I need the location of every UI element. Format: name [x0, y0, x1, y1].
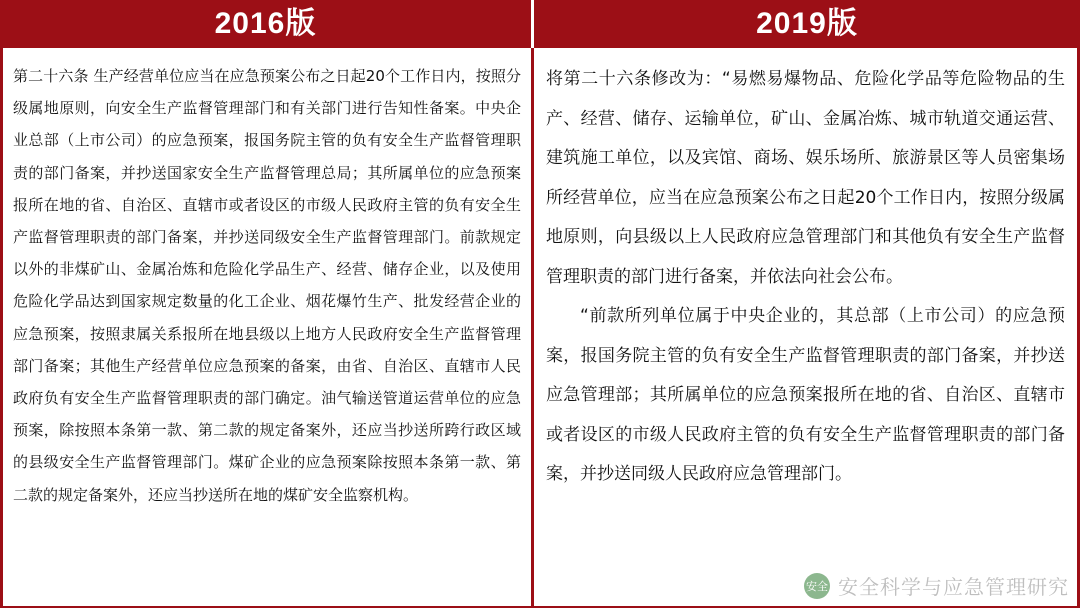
comparison-header — [0, 0, 1080, 48]
header-cell-2016 — [0, 0, 534, 48]
watermark-logo-icon: 安全 — [804, 573, 830, 599]
column-2019 — [534, 48, 1080, 608]
paragraph-2019-amendment: 将第二十六条修改为：“易燃易爆物品、危险化学品等危险物品的生产、经营、储存、运输单位，矿山、金属冶炼、城市轨道交通运营、建筑施工单位，以及宾馆、商场、娱乐场所、旅游景区等人员密集场所经营单位，应当在应急预案公布之日起20个工作日内，按照分级属地原则，向县级以上人民政府应急管理部门和其他负有安全生产监督管理职责的部门进行备案，并依法向社会公布。 — [546, 69, 1065, 287]
header-cell-2019 — [534, 0, 1080, 48]
watermark — [804, 571, 1069, 600]
comparison-body — [0, 48, 1080, 608]
watermark-text: 安全科学与应急管理研究 — [838, 575, 1069, 599]
header-title-2016: 2016版 — [214, 7, 317, 40]
paragraph-2016-article-26: 第二十六条 生产经营单位应当在应急预案公布之日起20个工作日内，按照分级属地原则，向安全生产监督管理部门和有关部门进行告知性备案。中央企业总部（上市公司）的应急预案，报国务院主管的负有安全生产监督管理职责的部门备案，并抄送国家安全生产监督管理总局；其所属单位的应急预案报所在地的省、自治区、直辖市或者设区的市级人民政府主管的负有安全生产监督管理职责的部门备案，并抄送同级安全生产监督管理部门。前款规定以外的非煤矿山、金属冶炼和危险化学品生产、经营、储存企业，以及使用危险化学品达到国家规定数量的化工企业、烟花爆竹生产、批发经营企业的应急预案，按照隶属关系报所在地县级以上地方人民政府安全生产监督管理部门备案；其他生产经营单位应急预案的备案，由省、自治区、直辖市人民政府负有安全生产监督管理职责的部门确定。油气输送管道运营单位的应急预案，除按照本条第一款、第二款的规定备案外，还应当抄送所跨行政区域的县级安全生产监督管理部门。煤矿企业的应急预案除按照本条第一款、第二款的规定备案外，还应当抄送所在地的煤矿安全监察机构。 — [13, 67, 521, 504]
column-2016 — [0, 48, 534, 608]
paragraph-2019-central-enterprise: “前款所列单位属于中央企业的，其总部（上市公司）的应急预案，报国务院主管的负有安全生产监督管理职责的部门备案，并抄送应急管理部；其所属单位的应急预案报所在地的省、自治区、直辖市或者设区的市级人民政府主管的负有安全生产监督管理职责的部门备案，并抄送同级人民政府应急管理部门。 — [546, 306, 1065, 484]
header-title-2019: 2019版 — [756, 7, 858, 40]
